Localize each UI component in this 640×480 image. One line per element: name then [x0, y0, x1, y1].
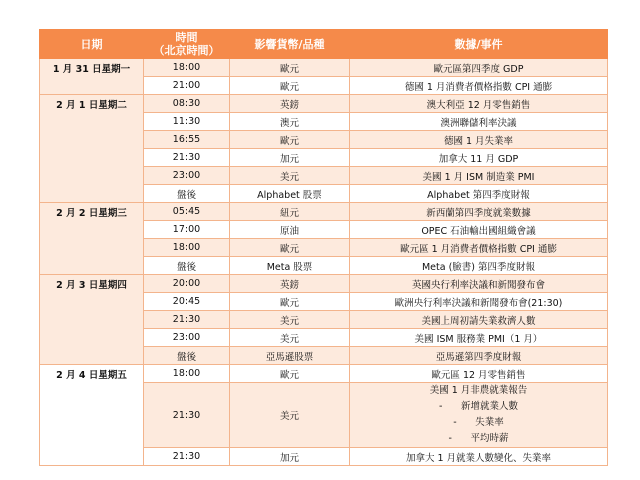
currency-cell: 英鎊 — [230, 95, 350, 113]
economic-calendar-table — [39, 29, 608, 466]
currency-cell: Alphabet 股票 — [230, 185, 350, 203]
currency-cell: 歐元 — [230, 239, 350, 257]
time-cell: 21:30 — [144, 311, 230, 329]
header-event: 數據/事件 — [350, 30, 608, 59]
currency-cell: 原油 — [230, 221, 350, 239]
date-cell: 2 月 1 日星期二 — [40, 95, 144, 203]
table-row — [40, 275, 608, 293]
time-cell: 08:30 — [144, 95, 230, 113]
date-cell: 2 月 2 日星期三 — [40, 203, 144, 275]
table-row — [40, 365, 608, 383]
time-cell: 盤後 — [144, 257, 230, 275]
event-cell: 澳洲聯儲利率決議 — [350, 113, 608, 131]
table-header — [40, 30, 608, 59]
time-cell: 20:45 — [144, 293, 230, 311]
table-row — [40, 203, 608, 221]
currency-cell: 美元 — [230, 311, 350, 329]
header-currency: 影響貨幣/品種 — [230, 30, 350, 59]
time-cell: 18:00 — [144, 239, 230, 257]
time-cell: 21:30 — [144, 448, 230, 466]
event-cell: 新西蘭第四季度就業數據 — [350, 203, 608, 221]
header-row — [40, 30, 608, 59]
currency-cell: 英鎊 — [230, 275, 350, 293]
table-row — [40, 95, 608, 113]
time-cell: 21:00 — [144, 77, 230, 95]
event-sub-item-label: 平均時薪 — [470, 433, 509, 444]
event-cell: 歐洲央行利率決議和新聞發布會(21:30) — [350, 293, 608, 311]
event-sub-item — [352, 431, 605, 447]
dash-bullet: - — [448, 433, 452, 444]
header-time-line2: （北京時間） — [153, 44, 220, 57]
currency-cell: 紐元 — [230, 203, 350, 221]
event-cell: Meta (臉書) 第四季度財報 — [350, 257, 608, 275]
currency-cell: 美元 — [230, 167, 350, 185]
time-cell: 05:45 — [144, 203, 230, 221]
event-cell: 加拿大 11 月 GDP — [350, 149, 608, 167]
event-cell: 加拿大 1 月就業人數變化、失業率 — [350, 448, 608, 466]
header-time-line1: 時間 — [175, 31, 198, 44]
time-cell: 23:00 — [144, 167, 230, 185]
currency-cell: 歐元 — [230, 365, 350, 383]
currency-cell: 亞馬遜股票 — [230, 347, 350, 365]
currency-cell: 美元 — [230, 329, 350, 347]
event-cell: 美國 1 月 ISM 制造業 PMI — [350, 167, 608, 185]
time-cell: 23:00 — [144, 329, 230, 347]
dash-bullet: - — [453, 417, 457, 428]
currency-cell: 加元 — [230, 149, 350, 167]
event-cell: 歐元區 1 月消費者價格指數 CPI 通膨 — [350, 239, 608, 257]
event-cell: Alphabet 第四季度財報 — [350, 185, 608, 203]
event-cell: 澳大利亞 12 月零售銷售 — [350, 95, 608, 113]
currency-cell: Meta 股票 — [230, 257, 350, 275]
date-cell: 2 月 4 日星期五 — [40, 365, 144, 466]
time-cell: 盤後 — [144, 347, 230, 365]
time-cell: 20:00 — [144, 275, 230, 293]
event-sub-item — [352, 415, 605, 431]
time-cell: 11:30 — [144, 113, 230, 131]
event-sub-item-label: 失業率 — [475, 417, 504, 428]
header-time — [144, 30, 230, 59]
event-sub-item-label: 新增就業人數 — [460, 401, 518, 412]
event-cell: 亞馬遜第四季度財報 — [350, 347, 608, 365]
event-sub-item — [352, 399, 605, 415]
dash-bullet: - — [438, 401, 443, 412]
time-cell: 21:30 — [144, 149, 230, 167]
event-cell: 歐元區第四季度 GDP — [350, 59, 608, 77]
currency-cell: 歐元 — [230, 131, 350, 149]
time-cell: 16:55 — [144, 131, 230, 149]
event-cell: 德國 1 月消費者價格指數 CPI 通膨 — [350, 77, 608, 95]
event-cell: OPEC 石油輸出國組織會議 — [350, 221, 608, 239]
event-cell: 美國上周初請失業救濟人數 — [350, 311, 608, 329]
event-cell: 德國 1 月失業率 — [350, 131, 608, 149]
time-cell: 盤後 — [144, 185, 230, 203]
currency-cell: 歐元 — [230, 77, 350, 95]
time-cell: 18:00 — [144, 59, 230, 77]
currency-cell: 美元 — [230, 383, 350, 448]
event-title: 美國 1 月非農就業報告 — [429, 385, 528, 396]
event-cell: 美國 ISM 服務業 PMI（1 月） — [350, 329, 608, 347]
time-cell: 21:30 — [144, 383, 230, 448]
currency-cell: 歐元 — [230, 59, 350, 77]
time-cell: 17:00 — [144, 221, 230, 239]
event-cell: 英國央行利率決議和新聞發布會 — [350, 275, 608, 293]
currency-cell: 澳元 — [230, 113, 350, 131]
date-cell: 2 月 3 日星期四 — [40, 275, 144, 365]
event-cell — [350, 383, 608, 448]
date-cell: 1 月 31 日星期一 — [40, 59, 144, 95]
currency-cell: 加元 — [230, 448, 350, 466]
table-body — [40, 59, 608, 466]
event-cell: 歐元區 12 月零售銷售 — [350, 365, 608, 383]
table-row — [40, 59, 608, 77]
time-cell: 18:00 — [144, 365, 230, 383]
currency-cell: 歐元 — [230, 293, 350, 311]
header-date: 日期 — [40, 30, 144, 59]
